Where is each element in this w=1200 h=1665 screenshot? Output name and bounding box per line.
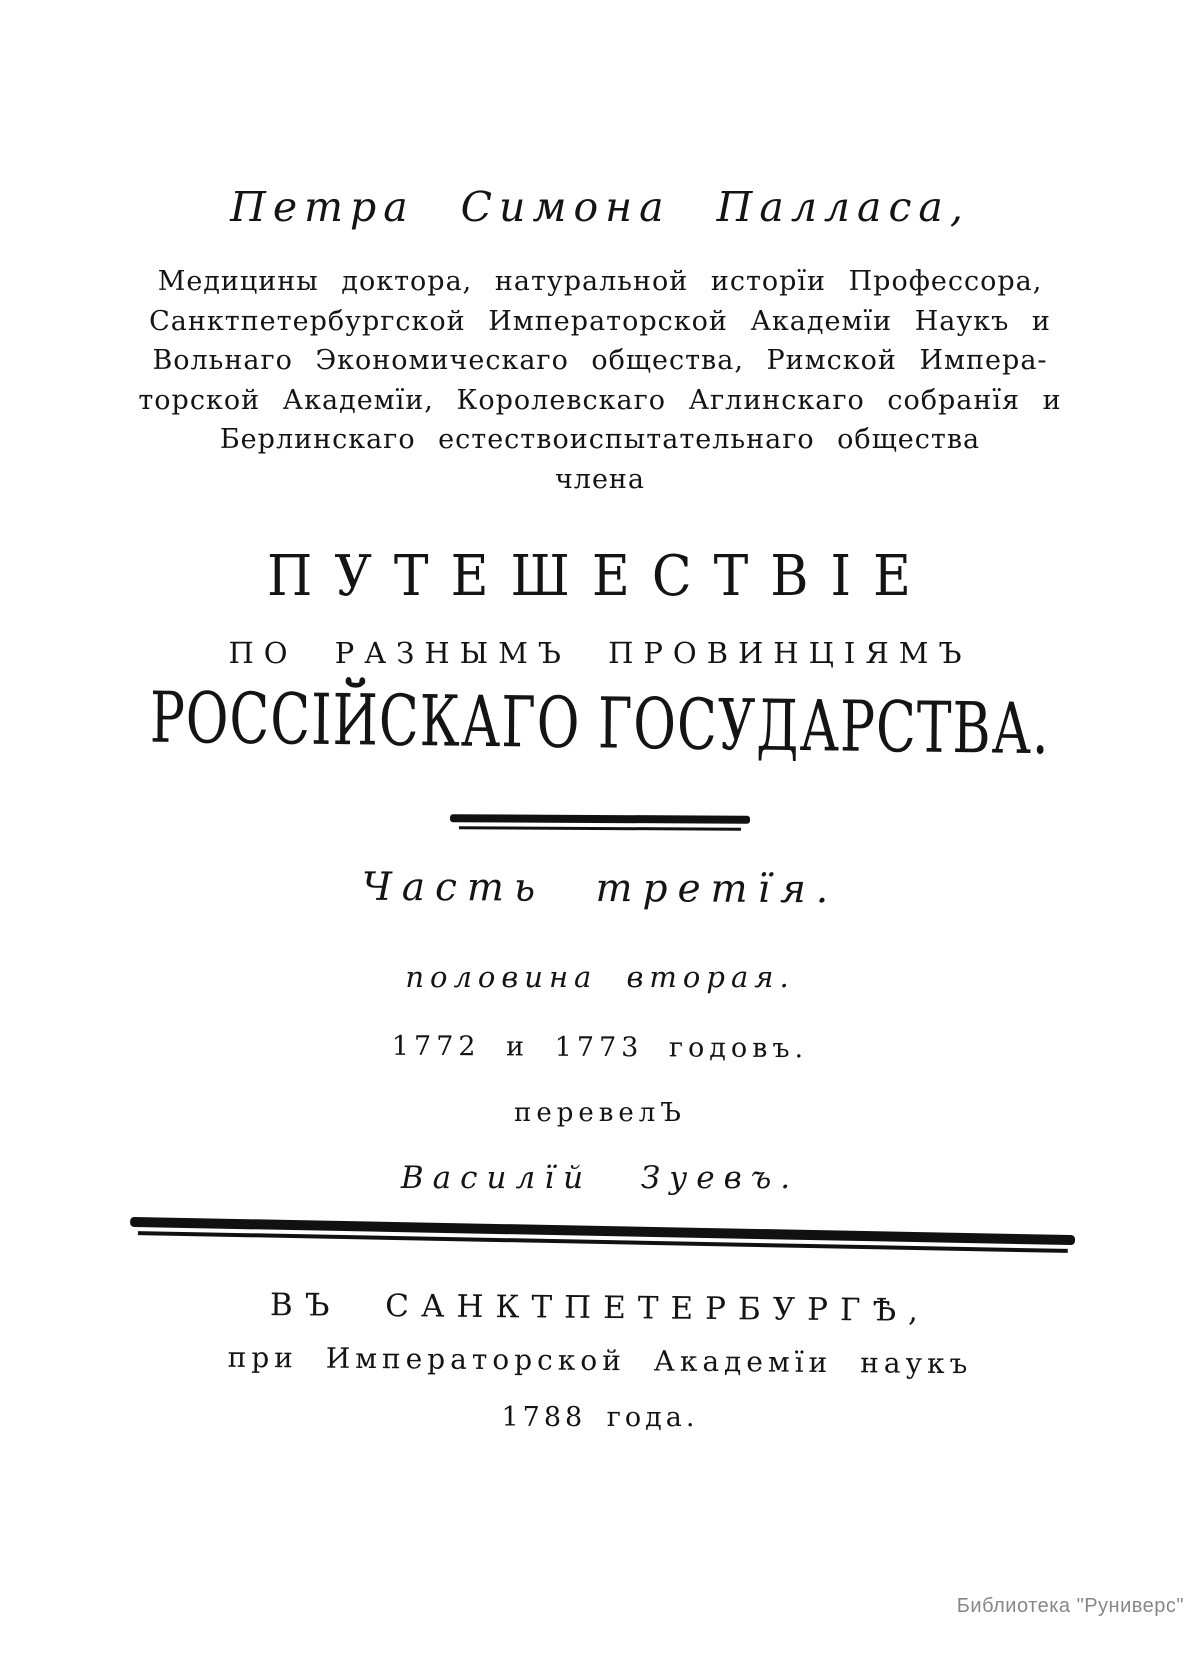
imprint-city: ВЪ САНКТПЕТЕРБУРГѢ, bbox=[269, 1287, 931, 1329]
credentials-line: члена bbox=[554, 463, 646, 495]
imprint-year: 1788 года. bbox=[501, 1402, 699, 1433]
credentials-line: Санктпетербургской Императорской Академїи Наукъ и bbox=[149, 305, 1051, 337]
credentials-line: Вольнаго Экономическаго общества, Римской Импера- bbox=[152, 345, 1048, 376]
author-credentials bbox=[0, 262, 1200, 499]
author-name: Петра Симона Палласа, bbox=[230, 183, 970, 231]
years-covered: 1772 и 1773 годовъ. bbox=[391, 1030, 809, 1065]
part-number: Часть третїя. bbox=[361, 864, 839, 913]
credentials-line: Медицины доктора, натуральной исторїи Профессора, bbox=[157, 266, 1043, 297]
rule-bar bbox=[450, 814, 750, 824]
book-title-subline: ПО РАЗНЫМЪ ПРОВИНЦІЯМЪ bbox=[228, 636, 972, 670]
rule-bar bbox=[459, 826, 741, 830]
half-number: половина вторая. bbox=[405, 960, 795, 994]
imprint-publisher: при Императорской Академїи наукъ bbox=[227, 1340, 973, 1381]
ornament-rule-small bbox=[450, 814, 750, 831]
credentials-line: Берлинскаго естествоиспытательнаго общества bbox=[219, 424, 981, 455]
ornament-rule-large bbox=[130, 1217, 1075, 1253]
book-title-state: РОССІЙСКАГО ГОСУДАРСТВА. bbox=[149, 678, 1050, 771]
translated-by-label: перевелЪ bbox=[514, 1098, 686, 1128]
translator-name: Василїй Зуевъ. bbox=[400, 1160, 800, 1196]
book-title-main: ПУТЕШЕСТВІЕ bbox=[266, 544, 934, 609]
library-watermark: Библиотека "Руниверс" bbox=[956, 1595, 1184, 1617]
credentials-line: торской Академїи, Королевскаго Аглинскаго собранїя и bbox=[138, 384, 1062, 416]
